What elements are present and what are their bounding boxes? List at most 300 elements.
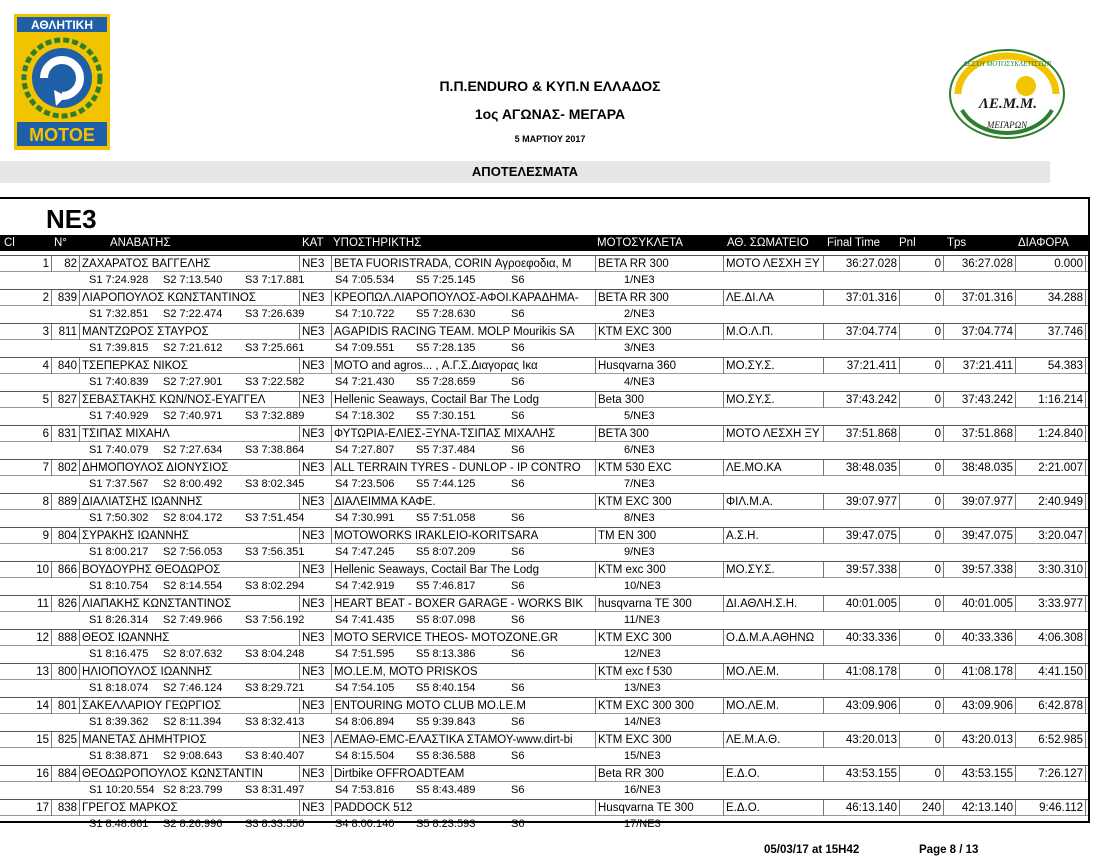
cell-diff: 4:41.150: [1016, 664, 1086, 680]
split-s1: S1 8:10.754: [89, 580, 149, 592]
split-times-line: [0, 782, 1088, 799]
class-position: 1/NE3: [624, 274, 655, 286]
table-row: [0, 289, 1088, 323]
split-s5: S5 7:30.151: [416, 410, 476, 422]
class-position: 15/NE3: [624, 750, 661, 762]
cell-sponsor: PADDOCK 512: [332, 800, 596, 816]
cell-club: ΦΙΛ.Μ.Α.: [724, 494, 824, 510]
split-s4: S4 7:54.105: [335, 682, 395, 694]
cell-rider: ΔΙΑΛΙΑΤΣΗΣ ΙΩΑΝΝΗΣ: [80, 494, 300, 510]
cell-rider: ΔΗΜΟΠΟΥΛΟΣ ΔΙΟΝΥΣΙΟΣ: [80, 460, 300, 476]
cell-cl: 5: [0, 392, 52, 408]
cell-cl: 7: [0, 460, 52, 476]
split-times-line: [0, 578, 1088, 595]
cell-pnl: 0: [900, 494, 944, 510]
class-position: 2/NE3: [624, 308, 655, 320]
cell-no: 800: [52, 664, 80, 680]
split-times-line: [0, 272, 1088, 289]
class-position: 4/NE3: [624, 376, 655, 388]
split-s3: S3 7:22.582: [245, 376, 305, 388]
class-position: 17/NE3: [624, 818, 661, 830]
cell-rider: ΘΕΟΣ ΙΩΑΝΝΗΣ: [80, 630, 300, 646]
class-position: 12/NE3: [624, 648, 661, 660]
cell-bike: KTM EXC 300: [596, 324, 724, 340]
cell-no: 889: [52, 494, 80, 510]
split-times-line: [0, 476, 1088, 493]
cell-no: 866: [52, 562, 80, 578]
cell-rider: ΤΣΕΠΕΡΚΑΣ ΝΙΚΟΣ: [80, 358, 300, 374]
col-rider: ΑΝΑΒΑΤΗΣ: [110, 237, 171, 249]
class-position: 5/NE3: [624, 410, 655, 422]
cell-cat: NE3: [300, 290, 332, 306]
cell-diff: 9:46.112: [1016, 800, 1086, 816]
cell-cat: NE3: [300, 766, 332, 782]
cell-cl: 10: [0, 562, 52, 578]
cell-no: 804: [52, 528, 80, 544]
cell-diff: 54.383: [1016, 358, 1086, 374]
cell-tps: 39:07.977: [944, 494, 1016, 510]
class-position: 7/NE3: [624, 478, 655, 490]
cell-sponsor: MOTOWORKS IRAKLEIO-KORITSARA: [332, 528, 596, 544]
cell-no: 801: [52, 698, 80, 714]
class-position: 11/NE3: [624, 614, 660, 626]
cell-final: 36:27.028: [824, 256, 900, 272]
cell-bike: Husqvarna 360: [596, 358, 724, 374]
cell-bike: BETA RR 300: [596, 256, 724, 272]
cell-pnl: 0: [900, 732, 944, 748]
cell-no: 884: [52, 766, 80, 782]
col-bike: ΜΟΤΟΣΥΚΛΕΤΑ: [597, 237, 683, 249]
split-s1: S1 8:38.871: [89, 750, 149, 762]
cell-bike: KTM EXC 300: [596, 494, 724, 510]
split-s6: S6: [511, 308, 525, 320]
split-times-line: [0, 646, 1088, 663]
split-s3: S3 7:56.192: [245, 614, 305, 626]
cell-sponsor: ΦΥΤΩΡΙΑ-ΕΛΙΕΣ-ΞΥΝΑ-ΤΣΙΠΑΣ ΜΙΧΑΛΗΣ: [332, 426, 596, 442]
cell-sponsor: ΚΡΕΟΠΩΛ.ΛΙΑΡΟΠΟΥΛΟΣ-ΑΦΟΙ.ΚΑΡΑΔΗΜΑ-: [332, 290, 596, 306]
split-times-line: [0, 544, 1088, 561]
cell-cl: 8: [0, 494, 52, 510]
cell-club: ΜΟΤΟ ΛΕΣΧΗ ΞΥ: [724, 426, 824, 442]
cell-no: 811: [52, 324, 80, 340]
split-s1: S1 8:39.362: [89, 716, 149, 728]
results-table: [0, 255, 1088, 833]
split-s2: S2 7:13.540: [163, 274, 223, 286]
cell-tps: 40:01.005: [944, 596, 1016, 612]
result-main-line: [0, 799, 1088, 816]
cell-rider: ΤΣΙΠΑΣ ΜΙΧΑΗΛ: [80, 426, 300, 442]
result-main-line: [0, 493, 1088, 510]
cell-diff: 3:20.047: [1016, 528, 1086, 544]
split-s6: S6: [511, 478, 525, 490]
result-main-line: [0, 391, 1088, 408]
split-s1: S1 8:26.314: [89, 614, 149, 626]
cell-sponsor: BETA FUORISTRADA, CORIN Αγροεφοδια, Μ: [332, 256, 596, 272]
cell-cat: NE3: [300, 528, 332, 544]
cell-tps: 37:43.242: [944, 392, 1016, 408]
result-main-line: [0, 765, 1088, 782]
split-s4: S4 7:41.435: [335, 614, 395, 626]
cell-rider: ΖΑΧΑΡΑΤΟΣ ΒΑΓΓΕΛΗΣ: [80, 256, 300, 272]
cell-final: 37:51.868: [824, 426, 900, 442]
results-heading: ΑΠΟΤΕΛΕΣΜΑΤΑ: [0, 161, 1050, 183]
cell-pnl: 0: [900, 426, 944, 442]
cell-pnl: 0: [900, 562, 944, 578]
cell-no: 840: [52, 358, 80, 374]
split-s4: S4 7:51.595: [335, 648, 395, 660]
event-title: 1ος ΑΓΩΝΑΣ- ΜΕΓΑΡΑ: [474, 106, 626, 122]
cell-pnl: 0: [900, 290, 944, 306]
cell-pnl: 0: [900, 358, 944, 374]
cell-rider: ΣΥΡΑΚΗΣ ΙΩΑΝΝΗΣ: [80, 528, 300, 544]
cell-final: 39:47.075: [824, 528, 900, 544]
cell-final: 37:01.316: [824, 290, 900, 306]
cell-bike: Beta RR 300: [596, 766, 724, 782]
split-s4: S4 7:18.302: [335, 410, 395, 422]
split-s5: S5 7:44.125: [416, 478, 476, 490]
split-s1: S1 7:39.815: [89, 342, 149, 354]
cell-diff: 2:21.007: [1016, 460, 1086, 476]
cell-final: 43:53.155: [824, 766, 900, 782]
split-s1: S1 7:40.079: [89, 444, 149, 456]
split-s3: S3 7:26.639: [245, 308, 305, 320]
cell-pnl: 0: [900, 392, 944, 408]
class-position: 9/NE3: [624, 546, 655, 558]
cell-bike: TM EN 300: [596, 528, 724, 544]
cell-tps: 40:33.336: [944, 630, 1016, 646]
split-s3: S3 7:25.661: [245, 342, 305, 354]
result-main-line: [0, 731, 1088, 748]
split-s4: S4 7:23.506: [335, 478, 395, 490]
result-main-line: [0, 289, 1088, 306]
col-cl: Cl: [4, 237, 15, 249]
split-s2: S2 9:08.643: [163, 750, 223, 762]
split-s5: S5 8:23.593: [416, 818, 476, 830]
split-s4: S4 7:47.245: [335, 546, 395, 558]
split-times-line: [0, 340, 1088, 357]
cell-pnl: 0: [900, 324, 944, 340]
split-s3: S3 7:17.881: [245, 274, 305, 286]
class-position: 3/NE3: [624, 342, 655, 354]
cell-bike: KTM EXC 300: [596, 630, 724, 646]
result-main-line: [0, 561, 1088, 578]
split-s2: S2 7:27.634: [163, 444, 223, 456]
cell-bike: KTM exc 300: [596, 562, 724, 578]
split-s1: S1 7:24.928: [89, 274, 149, 286]
split-s1: S1 7:37.567: [89, 478, 149, 490]
event-date: 5 ΜΑΡΤΙΟΥ 2017: [514, 134, 586, 144]
table-row: [0, 255, 1088, 289]
cell-sponsor: ΔΙΑΛΕΙΜΜΑ ΚΑΦΕ.: [332, 494, 596, 510]
split-times-line: [0, 374, 1088, 391]
split-s5: S5 9:39.843: [416, 716, 476, 728]
cell-diff: 6:42.878: [1016, 698, 1086, 714]
cell-club: Μ.Ο.Λ.Π.: [724, 324, 824, 340]
cell-cat: NE3: [300, 732, 332, 748]
cell-cat: NE3: [300, 392, 332, 408]
cell-diff: 3:30.310: [1016, 562, 1086, 578]
split-s2: S2 7:56.053: [163, 546, 223, 558]
split-s5: S5 8:13.386: [416, 648, 476, 660]
split-s4: S4 7:10.722: [335, 308, 395, 320]
cell-diff: 6:52.985: [1016, 732, 1086, 748]
split-s2: S2 7:27.901: [163, 376, 223, 388]
class-title: NE3: [46, 204, 97, 234]
cell-tps: 37:01.316: [944, 290, 1016, 306]
result-main-line: [0, 527, 1088, 544]
split-s5: S5 8:07.209: [416, 546, 476, 558]
logo-center-text: ΛΕ.Μ.Μ.: [979, 96, 1037, 112]
cell-sponsor: MO.LE.M, MOTO PRISKOS: [332, 664, 596, 680]
cell-club: ΜΟΤΟ ΛΕΣΧΗ ΞΥ: [724, 256, 824, 272]
split-s3: S3 8:33.550: [245, 818, 305, 830]
cell-no: 826: [52, 596, 80, 612]
cell-rider: ΗΛΙΟΠΟΥΛΟΣ ΙΩΑΝΝΗΣ: [80, 664, 300, 680]
cell-club: ΛΕ.ΔΙ.ΛΑ: [724, 290, 824, 306]
split-s6: S6: [511, 444, 525, 456]
split-s3: S3 8:02.345: [245, 478, 305, 490]
split-s6: S6: [511, 274, 525, 286]
cell-club: ΔΙ.ΑΘΛΗ.Σ.Η.: [724, 596, 824, 612]
cell-club: Ε.Δ.Ο.: [724, 766, 824, 782]
cell-cl: 13: [0, 664, 52, 680]
cell-bike: Husqvarna TE 300: [596, 800, 724, 816]
split-times-line: [0, 714, 1088, 731]
split-s1: S1 7:40.839: [89, 376, 149, 388]
cell-cat: NE3: [300, 664, 332, 680]
cell-rider: ΛΙΑΡΟΠΟΥΛΟΣ ΚΩΝΣΤΑΝΤΙΝΟΣ: [80, 290, 300, 306]
split-s3: S3 7:51.454: [245, 512, 305, 524]
split-s1: S1 7:50.302: [89, 512, 149, 524]
table-row: [0, 391, 1088, 425]
col-cat: ΚΑΤ: [302, 237, 324, 249]
cell-sponsor: ΛΕΜΑΘ-EMC-ΕΛΑΣΤΙΚΑ ΣΤΑΜΟΥ-www.dirt-bi: [332, 732, 596, 748]
split-s3: S3 7:38.864: [245, 444, 305, 456]
cell-sponsor: AGAPIDIS RACING TEAM. MOLP Mourikis SA: [332, 324, 596, 340]
cell-tps: 38:48.035: [944, 460, 1016, 476]
split-times-line: [0, 816, 1088, 833]
logo-top-text: ΑΘΛΗΤΙΚΗ: [30, 18, 94, 32]
col-diff: ΔΙΑΦΟΡΑ: [1018, 237, 1069, 249]
cell-tps: 36:27.028: [944, 256, 1016, 272]
cell-sponsor: MOTO SERVICE THEOS- MOTOZONE.GR: [332, 630, 596, 646]
cell-final: 37:04.774: [824, 324, 900, 340]
split-s2: S2 8:04.172: [163, 512, 223, 524]
split-s5: S5 8:40.154: [416, 682, 476, 694]
cell-diff: 3:33.977: [1016, 596, 1086, 612]
cell-cat: NE3: [300, 494, 332, 510]
cell-pnl: 0: [900, 256, 944, 272]
cell-final: 43:09.906: [824, 698, 900, 714]
split-s5: S5 7:28.630: [416, 308, 476, 320]
cell-no: 839: [52, 290, 80, 306]
split-s3: S3 8:40.407: [245, 750, 305, 762]
cell-cat: NE3: [300, 698, 332, 714]
cell-diff: 0.000: [1016, 256, 1086, 272]
cell-bike: KTM EXC 300 300: [596, 698, 724, 714]
split-s3: S3 8:29.721: [245, 682, 305, 694]
result-main-line: [0, 629, 1088, 646]
table-row: [0, 561, 1088, 595]
cell-bike: KTM 530 EXC: [596, 460, 724, 476]
cell-club: ΜΟ.ΛΕ.Μ.: [724, 698, 824, 714]
split-s6: S6: [511, 512, 525, 524]
split-s6: S6: [511, 716, 525, 728]
split-s6: S6: [511, 682, 525, 694]
cell-cl: 11: [0, 596, 52, 612]
split-s5: S5 7:51.058: [416, 512, 476, 524]
cell-pnl: 0: [900, 460, 944, 476]
class-position: 8/NE3: [624, 512, 655, 524]
split-s6: S6: [511, 580, 525, 592]
split-s2: S2 7:22.474: [163, 308, 223, 320]
split-times-line: [0, 680, 1088, 697]
split-s3: S3 7:56.351: [245, 546, 305, 558]
cell-tps: 37:21.411: [944, 358, 1016, 374]
cell-sponsor: ALL TERRAIN TYRES - DUNLOP - IP CONTRO: [332, 460, 596, 476]
cell-cl: 15: [0, 732, 52, 748]
cell-pnl: 240: [900, 800, 944, 816]
split-s2: S2 7:40.971: [163, 410, 223, 422]
split-times-line: [0, 442, 1088, 459]
split-s6: S6: [511, 614, 525, 626]
cell-diff: 7:26.127: [1016, 766, 1086, 782]
split-s4: S4 7:27.807: [335, 444, 395, 456]
cell-cat: NE3: [300, 630, 332, 646]
cell-cat: NE3: [300, 596, 332, 612]
cell-sponsor: Hellenic Seaways, Coctail Bar The Lodg: [332, 392, 596, 408]
cell-final: 40:33.336: [824, 630, 900, 646]
cell-no: 827: [52, 392, 80, 408]
table-row: [0, 357, 1088, 391]
cell-cat: NE3: [300, 256, 332, 272]
cell-club: ΜΟ.ΛΕ.Μ.: [724, 664, 824, 680]
class-position: 10/NE3: [624, 580, 661, 592]
cell-cat: NE3: [300, 800, 332, 816]
cell-sponsor: ENTOURING MOTO CLUB MO.LE.M: [332, 698, 596, 714]
championship-title: Π.Π.ENDURO & ΚΥΠ.Ν ΕΛΛΑΔΟΣ: [439, 78, 661, 94]
cell-bike: BETA RR 300: [596, 290, 724, 306]
cell-tps: 37:51.868: [944, 426, 1016, 442]
table-row: [0, 493, 1088, 527]
split-s1: S1 10:20.554: [89, 784, 155, 796]
result-main-line: [0, 323, 1088, 340]
split-s4: S4 7:42.919: [335, 580, 395, 592]
split-s3: S3 8:04.248: [245, 648, 305, 660]
cell-rider: ΛΙΑΠΑΚΗΣ ΚΩΝΣΤΑΝΤΙΝΟΣ: [80, 596, 300, 612]
split-times-line: [0, 510, 1088, 527]
cell-tps: 43:09.906: [944, 698, 1016, 714]
split-s1: S1 8:48.861: [89, 818, 149, 830]
cell-final: 39:57.338: [824, 562, 900, 578]
class-position: 14/NE3: [624, 716, 661, 728]
split-s4: S4 7:09.551: [335, 342, 395, 354]
split-s2: S2 7:21.612: [163, 342, 223, 354]
split-s4: S4 8:00.140: [335, 818, 395, 830]
cell-tps: 42:13.140: [944, 800, 1016, 816]
cell-club: ΜΟ.ΣΥ.Σ.: [724, 562, 824, 578]
cell-sponsor: HEART BEAT - BOXER GARAGE - WORKS BIK: [332, 596, 596, 612]
class-position: 16/NE3: [624, 784, 661, 796]
cell-sponsor: MOTO and agros... , Α.Γ.Σ.Διαγορας Ικα: [332, 358, 596, 374]
split-s6: S6: [511, 750, 525, 762]
split-s4: S4 7:05.534: [335, 274, 395, 286]
cell-final: 40:01.005: [824, 596, 900, 612]
split-times-line: [0, 748, 1088, 765]
cell-pnl: 0: [900, 630, 944, 646]
result-main-line: [0, 459, 1088, 476]
cell-cat: NE3: [300, 460, 332, 476]
cell-club: Α.Σ.Η.: [724, 528, 824, 544]
split-s6: S6: [511, 648, 525, 660]
cell-final: 37:21.411: [824, 358, 900, 374]
table-row: [0, 799, 1088, 833]
cell-cat: NE3: [300, 358, 332, 374]
col-sponsor: ΥΠΟΣΤΗΡΙΚΤΗΣ: [333, 237, 422, 249]
cell-club: Ε.Δ.Ο.: [724, 800, 824, 816]
cell-club: ΛΕ.Μ.Α.Θ.: [724, 732, 824, 748]
cell-bike: husqvarna TE 300: [596, 596, 724, 612]
cell-cat: NE3: [300, 324, 332, 340]
cell-cat: NE3: [300, 562, 332, 578]
cell-rider: ΘΕΟΔΩΡΟΠΟΥΛΟΣ ΚΩΝΣΤΑΝΤΙΝ: [80, 766, 300, 782]
cell-pnl: 0: [900, 664, 944, 680]
result-main-line: [0, 663, 1088, 680]
cell-cl: 3: [0, 324, 52, 340]
table-row: [0, 595, 1088, 629]
split-s2: S2 7:46.124: [163, 682, 223, 694]
split-s1: S1 8:16.475: [89, 648, 149, 660]
cell-cl: 4: [0, 358, 52, 374]
split-times-line: [0, 612, 1088, 629]
cell-pnl: 0: [900, 528, 944, 544]
cell-bike: BETA 300: [596, 426, 724, 442]
split-s1: S1 7:40.929: [89, 410, 149, 422]
cell-diff: 2:40.949: [1016, 494, 1086, 510]
cell-cl: 1: [0, 256, 52, 272]
col-club: ΑΘ. ΣΩΜΑΤΕΙΟ: [727, 237, 809, 249]
result-main-line: [0, 697, 1088, 714]
cell-diff: 1:24.840: [1016, 426, 1086, 442]
col-pnl: Pnl: [899, 237, 916, 249]
cell-final: 37:43.242: [824, 392, 900, 408]
split-s1: S1 8:00.217: [89, 546, 149, 558]
split-s5: S5 7:28.659: [416, 376, 476, 388]
table-header: [0, 235, 1088, 251]
cell-tps: 37:04.774: [944, 324, 1016, 340]
split-s6: S6: [511, 818, 525, 830]
split-s1: S1 7:32.851: [89, 308, 149, 320]
cell-cl: 2: [0, 290, 52, 306]
split-s4: S4 8:15.504: [335, 750, 395, 762]
cell-final: 46:13.140: [824, 800, 900, 816]
cell-diff: 34.288: [1016, 290, 1086, 306]
cell-rider: ΜΑΝΤΖΩΡΟΣ ΣΤΑΥΡΟΣ: [80, 324, 300, 340]
cell-no: 802: [52, 460, 80, 476]
col-tps: Tps: [947, 237, 967, 249]
logo-ring-text: ΛΕΣΧΗ ΜΟΤΟΣΥΚΛΕΤΙΣΤΩΝ: [962, 60, 1052, 68]
split-s1: S1 8:18.074: [89, 682, 149, 694]
cell-rider: ΣΕΒΑΣΤΑΚΗΣ ΚΩΝ/ΝΟΣ-ΕΥΑΓΓΕΛ: [80, 392, 300, 408]
split-s2: S2 7:49.966: [163, 614, 223, 626]
split-s5: S5 8:36.588: [416, 750, 476, 762]
split-s2: S2 8:07.632: [163, 648, 223, 660]
split-s2: S2 8:14.554: [163, 580, 223, 592]
result-main-line: [0, 425, 1088, 442]
cell-diff: 37.746: [1016, 324, 1086, 340]
cell-cl: 17: [0, 800, 52, 816]
split-times-line: [0, 408, 1088, 425]
